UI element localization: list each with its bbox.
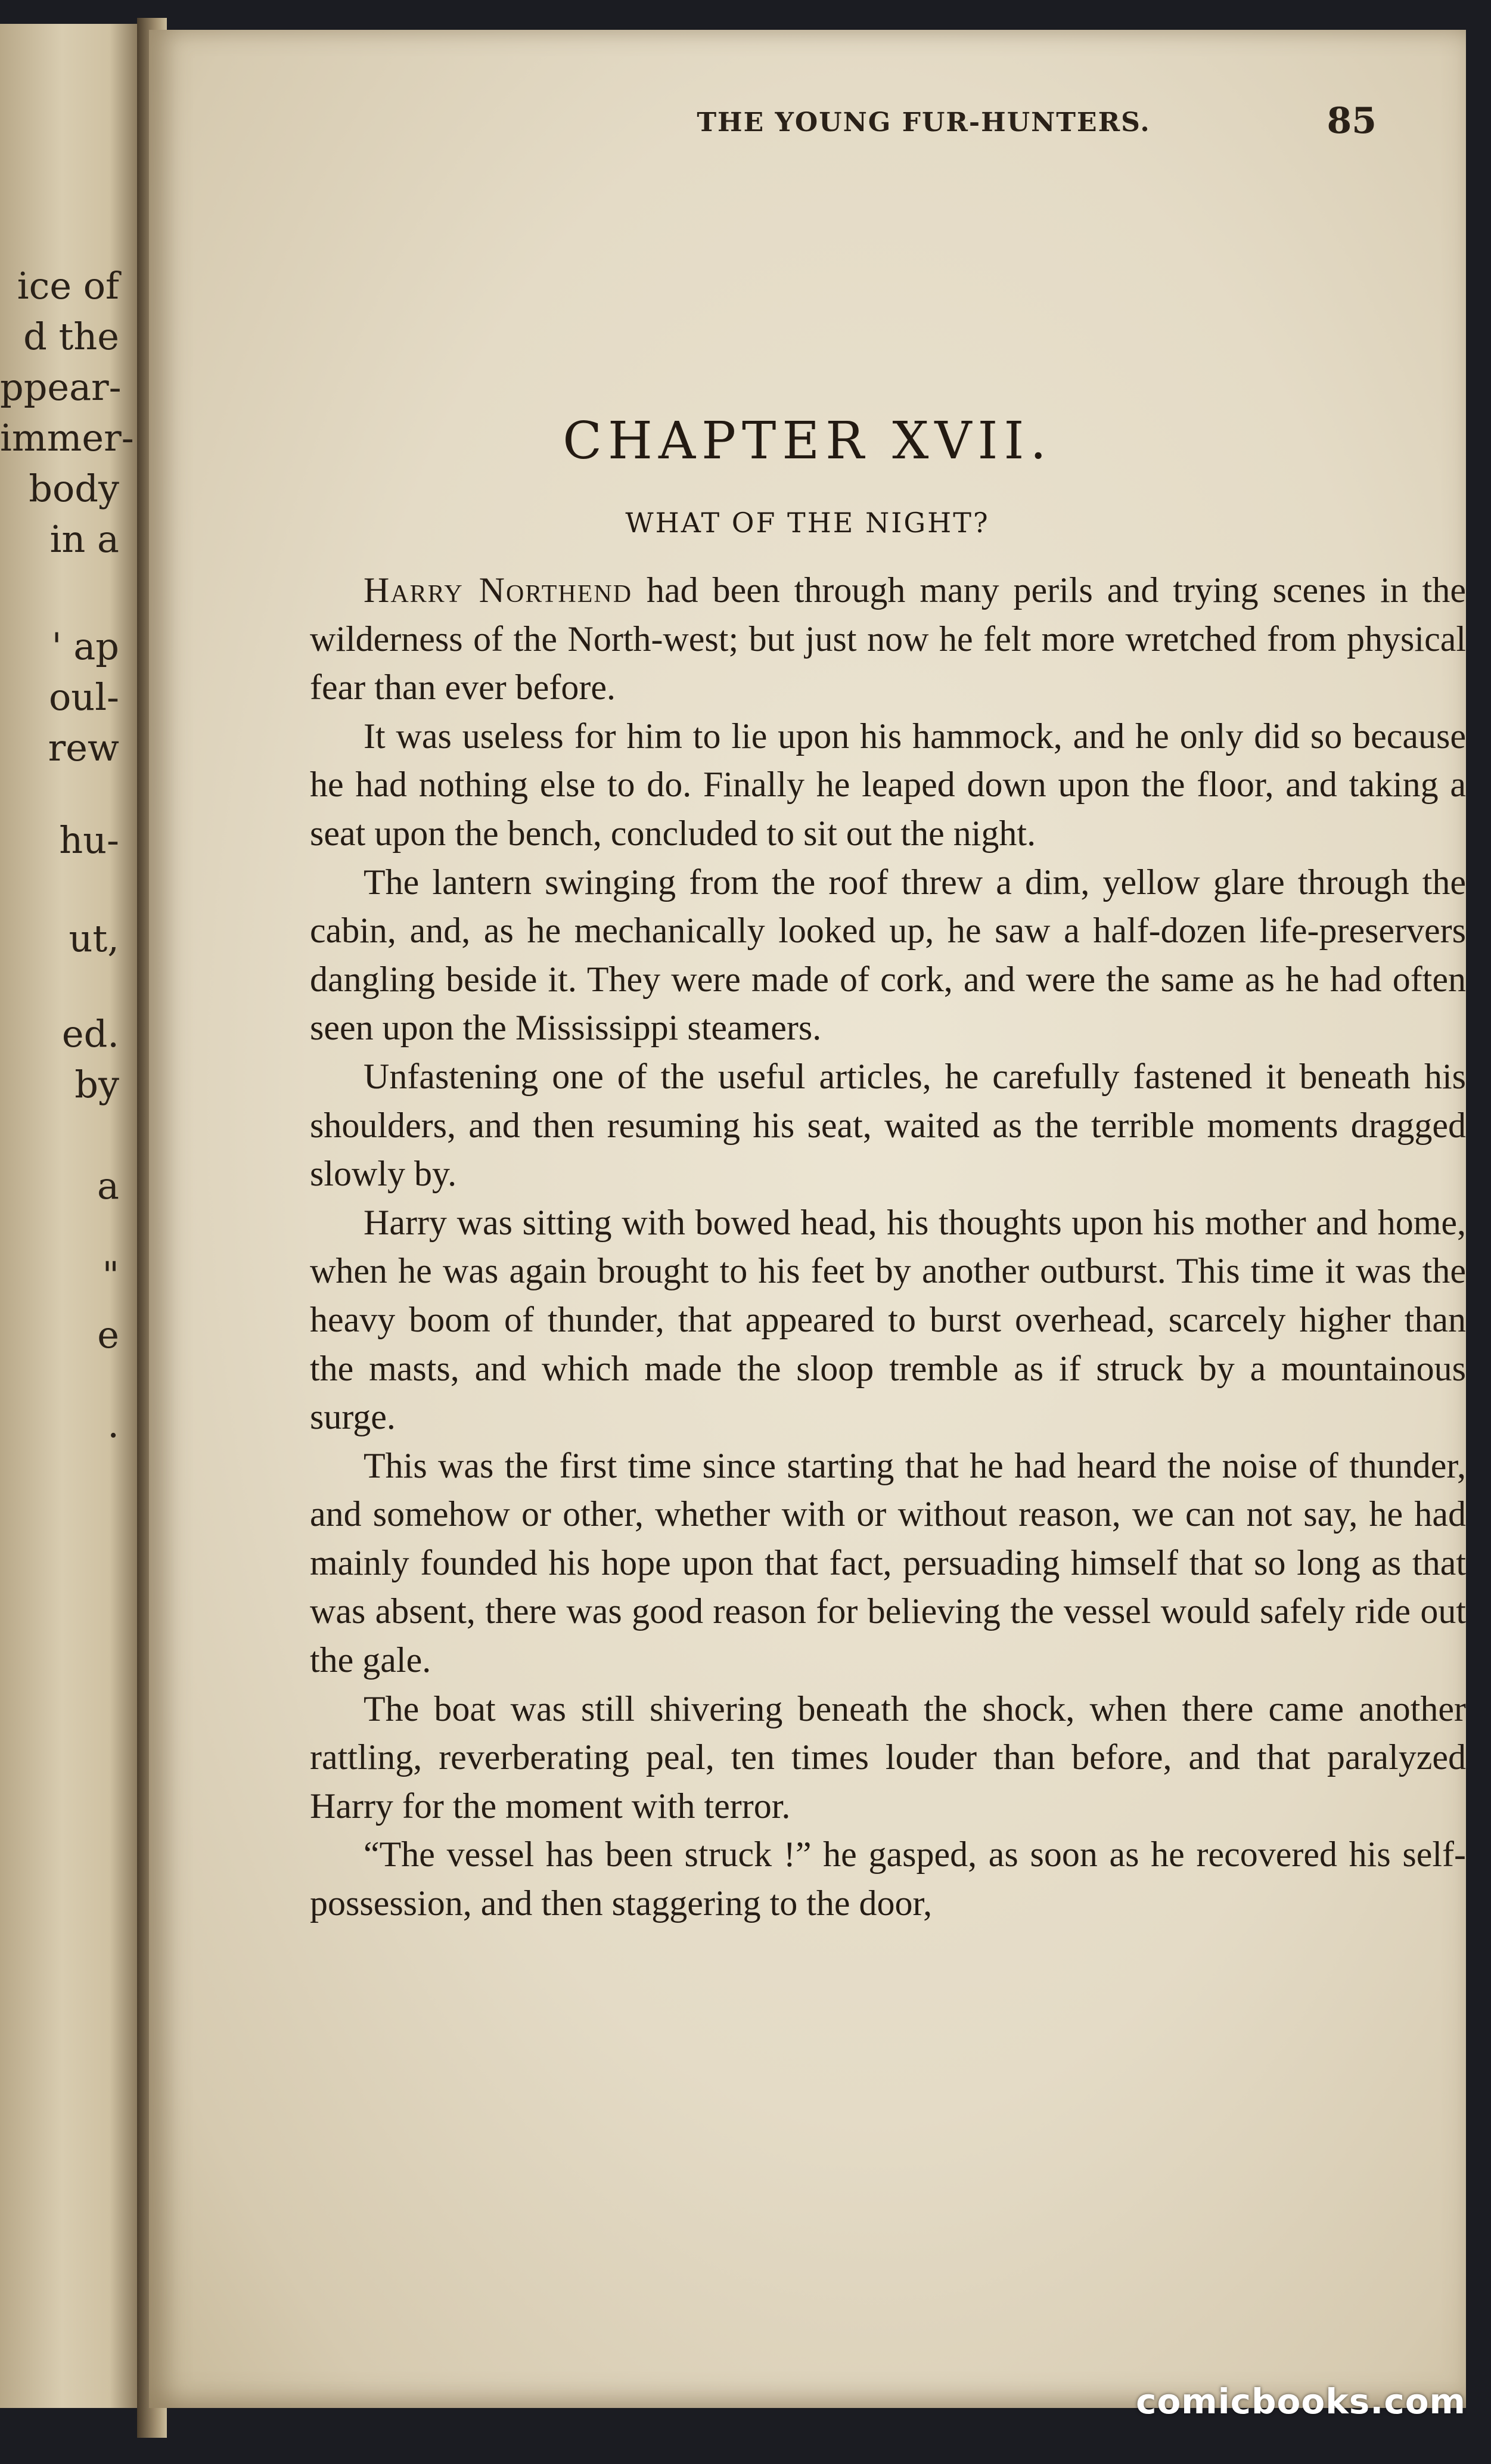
previous-page-fragment: ut, xyxy=(69,917,119,960)
paragraph-text: Harry was sitting with bowed head, his thoughts upon his mother and home, when he was again brought to his feet by another outburst. This time it was the heavy boom of thunder, that appeared to burst overhead, scarcely higher than the masts, and which made the sloop tremble as if struck by a mountainous surge. xyxy=(310,1202,1466,1437)
paragraph-lead-name: Harry Northend xyxy=(364,570,633,610)
paragraph xyxy=(310,1053,1466,1199)
previous-page-fragment: body xyxy=(29,467,119,510)
previous-page-fragment: hu- xyxy=(59,818,119,862)
previous-page-fragment: ed. xyxy=(61,1012,119,1056)
book-page xyxy=(149,30,1466,2408)
paragraph xyxy=(310,1685,1466,1831)
chapter-subtitle: WHAT OF THE NIGHT? xyxy=(625,507,990,539)
previous-page-fragment: d the xyxy=(23,315,119,358)
previous-page-fragment: by xyxy=(74,1063,119,1106)
paragraph-text: This was the first time since starting that he had heard the noise of thunder, and somehow or other, whether with or without reason, we can not say, he had mainly founded his hope upon that fact, persuading himself that so long as that was absent, there was good reason for believing the vessel would safely ride out the gale. xyxy=(310,1445,1466,1680)
previous-page-fragment: e xyxy=(97,1313,119,1357)
previous-page-fragment: immer- xyxy=(0,416,134,460)
previous-page-fragment: " xyxy=(102,1253,119,1297)
paragraph-text: “The vessel has been struck !” he gasped, as soon as he recovered his self-possession, and then staggering to the door, xyxy=(310,1835,1466,1923)
paragraph xyxy=(310,858,1466,1053)
previous-page-fragment: rew xyxy=(48,726,119,769)
running-head: THE YOUNG FUR-HUNTERS. xyxy=(697,107,1151,138)
previous-page-fragment: ice of xyxy=(17,264,119,308)
paragraph-text: It was useless for him to lie upon his hammock, and he only did so because he had nothing else to do. Finally he leaped down upon the floor, and taking a seat upon the bench, concluded to sit out the night. xyxy=(310,716,1466,853)
chapter-title: CHAPTER XVII. xyxy=(563,411,1052,471)
paragraph-text: The lantern swinging from the roof threw a dim, yellow glare through the cabin, and, as he mechanically looked up, he saw a half-dozen life-preservers dangling beside it. They were made of cork, and were the same as he had often seen upon the Mississippi steamers. xyxy=(310,862,1466,1048)
previous-page-fragment: ' ap xyxy=(51,625,119,668)
site-watermark: comicbooks.com xyxy=(1136,2381,1466,2422)
paragraph-text: The boat was still shivering beneath the shock, when there came another rattling, reverberating peal, ten times louder than before, and that paralyzed Harry for the moment with terror. xyxy=(310,1689,1466,1826)
previous-page-edge xyxy=(0,24,141,2408)
paragraph xyxy=(310,1199,1466,1442)
chapter-body xyxy=(310,566,1466,1928)
paragraph-text: Unfastening one of the useful articles, he carefully fastened it beneath his shoulders, and then resuming his seat, waited as the terrible moments dragged slowly by. xyxy=(310,1056,1466,1194)
previous-page-fragment: a xyxy=(97,1164,119,1208)
previous-page-fragment: oul- xyxy=(48,675,119,719)
paragraph xyxy=(310,1830,1466,1928)
page-number: 85 xyxy=(1327,100,1377,142)
paragraph-text: had been through many perils and trying scenes in the wilderness of the North-west; but just now he felt more wretched from physical fear than ever before. xyxy=(310,570,1466,707)
previous-page-fragment: . xyxy=(107,1402,119,1446)
paragraph xyxy=(310,566,1466,712)
previous-page-fragment: in a xyxy=(49,517,119,561)
paragraph xyxy=(310,712,1466,858)
previous-page-fragment: ppear- xyxy=(0,365,122,409)
paragraph xyxy=(310,1442,1466,1685)
